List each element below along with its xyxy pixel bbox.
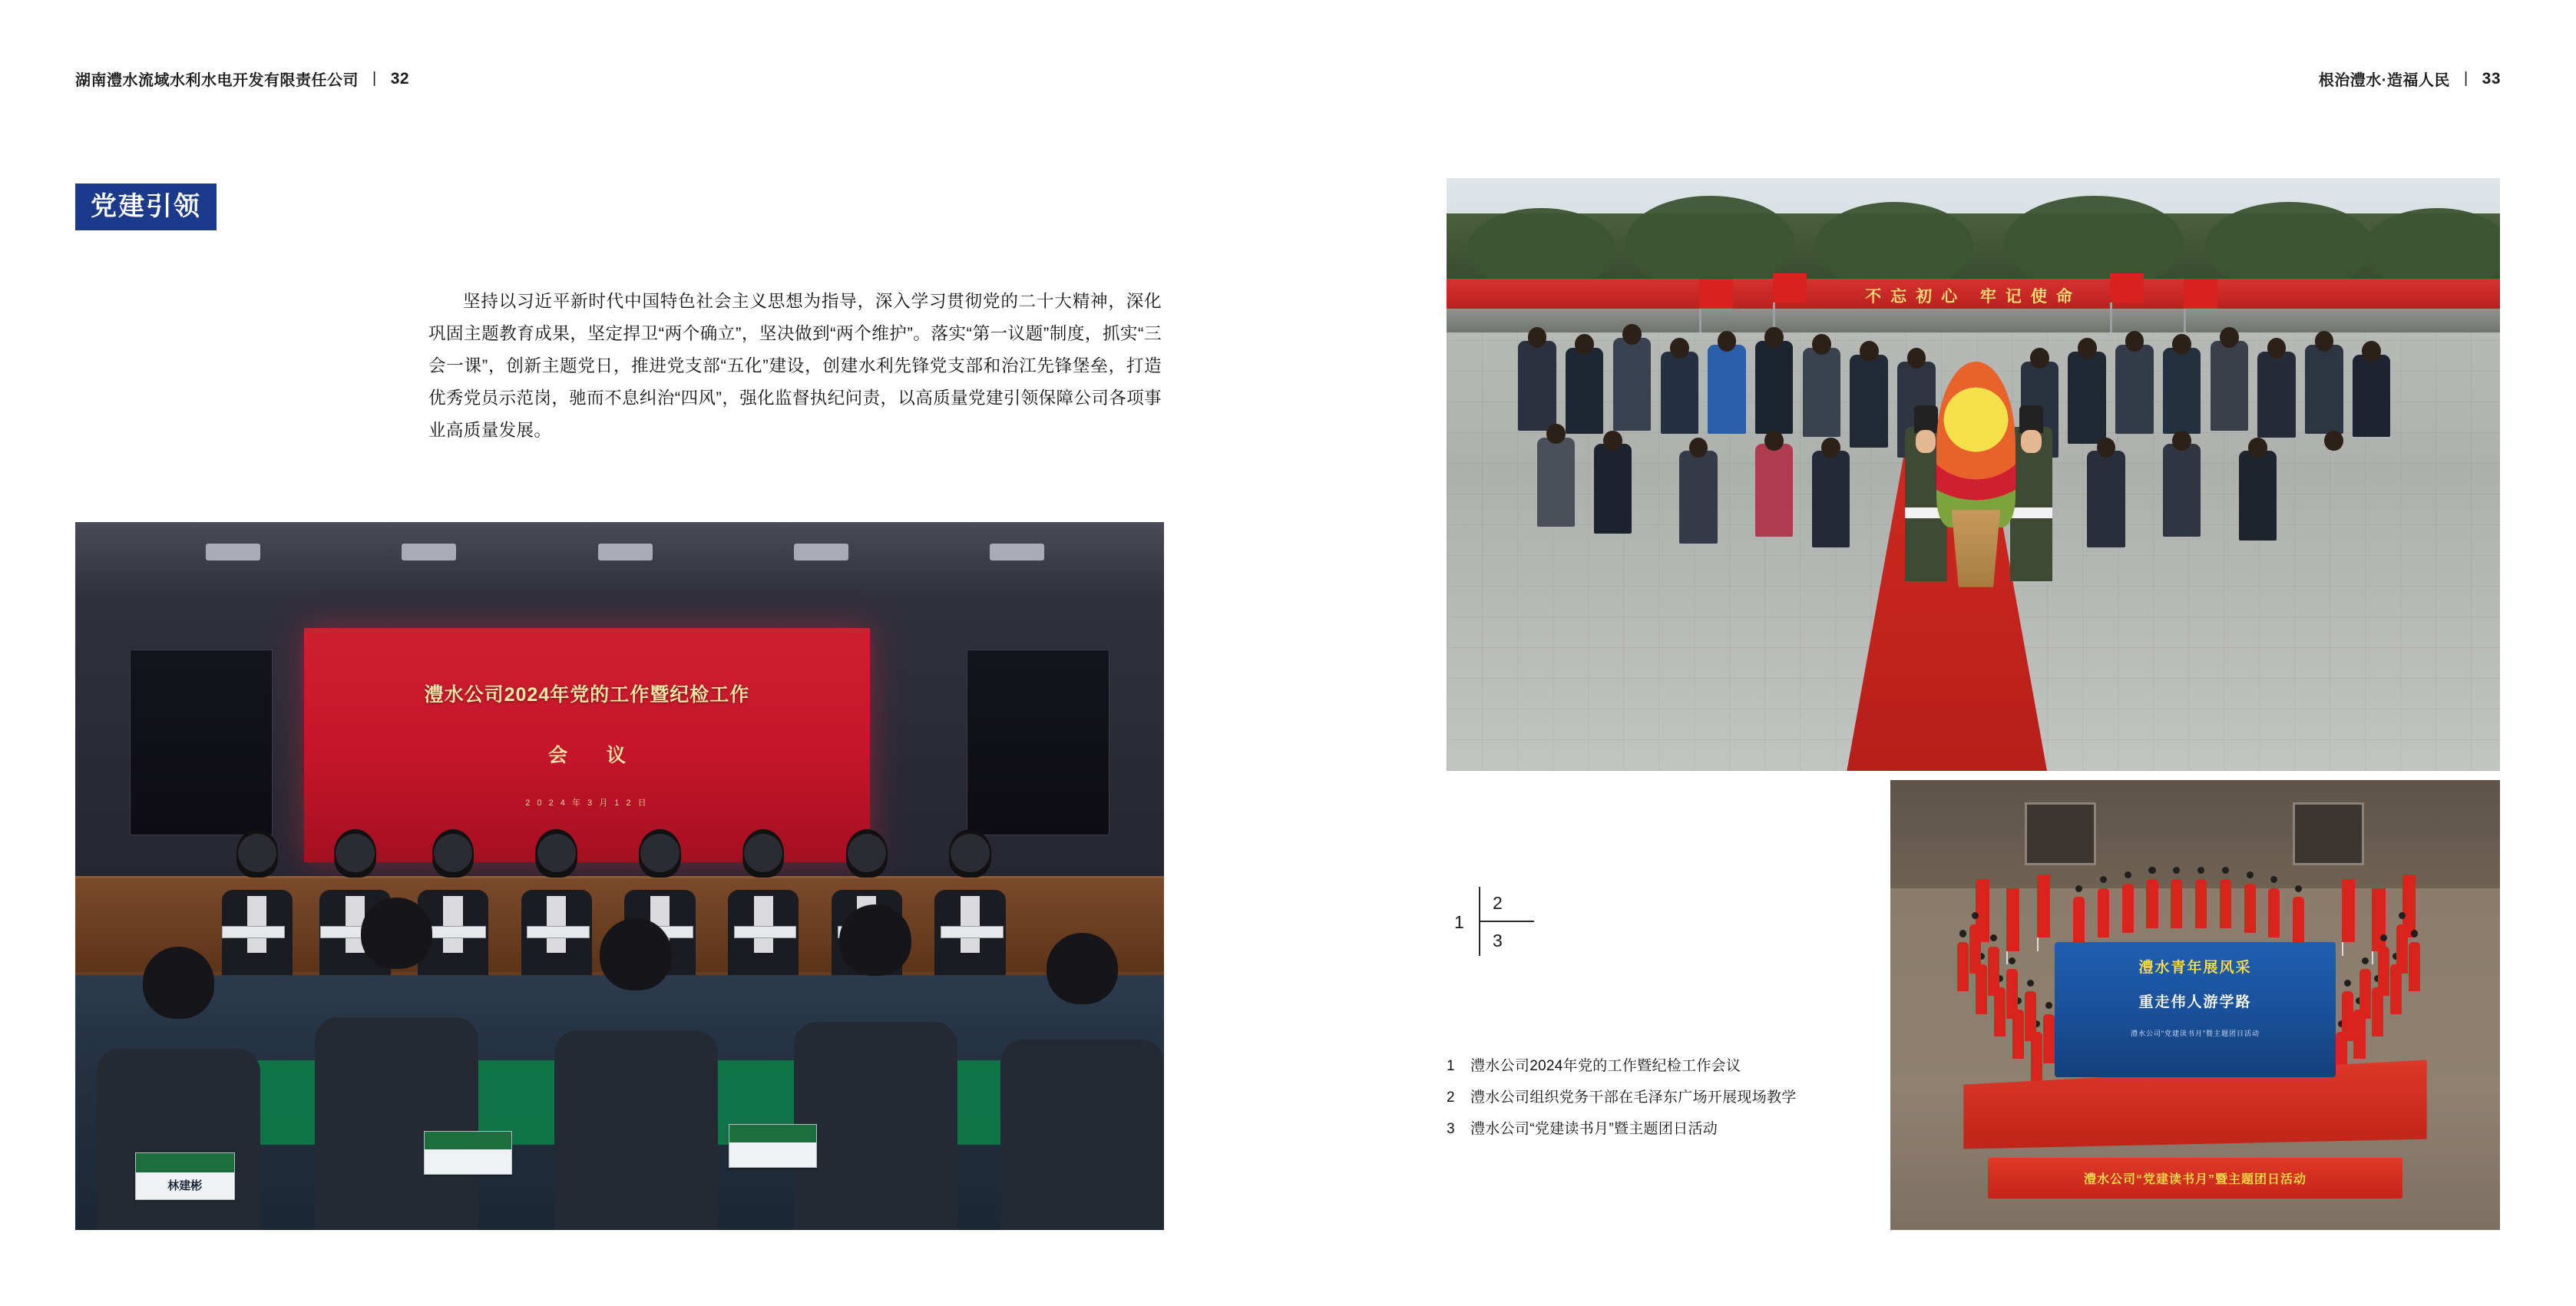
board-line3: 澧水公司“党建读书月”暨主题团日活动: [2130, 1030, 2260, 1038]
page-number-right: 33: [2482, 69, 2501, 88]
screen-date: 2 0 2 4 年 3 月 1 2 日: [525, 798, 649, 808]
running-header-left: [75, 68, 409, 90]
flower-basket-blooms: [1936, 362, 2015, 527]
caption-text: 澧水公司组织党务干部在毛泽东广场开展现场教学: [1470, 1089, 1797, 1106]
key-number-3: 3: [1493, 931, 1503, 951]
square-banner: [1447, 279, 2500, 311]
formation-banner-text: 澧水公司“党建读书月”暨主题团日活动: [2083, 1173, 2306, 1187]
meeting-screen: [304, 628, 870, 861]
caption-row: [1447, 1054, 2030, 1075]
nameplate-card-3: [729, 1124, 817, 1168]
caption-number: 3: [1447, 1121, 1455, 1137]
photo-conference-meeting: [75, 522, 1164, 1230]
page-number-left: 32: [390, 69, 410, 88]
photo-mao-square-ceremony: [1447, 178, 2500, 771]
key-number-1: 1: [1454, 912, 1464, 932]
caption-row: [1447, 1086, 2030, 1106]
header-slogan: 根治澧水·造福人民: [2318, 72, 2450, 89]
caption-number: 2: [1447, 1089, 1455, 1106]
board-line1: 澧水青年展风采: [2138, 959, 2252, 976]
nameplate-text-1: 林建彬: [167, 1179, 203, 1192]
screen-title-line2: 会 议: [547, 745, 643, 767]
board-line2: 重走伟人游学路: [2138, 994, 2252, 1011]
header-separator-right: |: [2463, 70, 2469, 87]
section-body-text: 坚持以习近平新时代中国特色社会主义思想为指导，深入学习贯彻党的二十大精神，深化巩固主题教育成果，坚定捍卫“两个确立”，坚决做到“两个维护”。落实“第一议题”制度，抓实“三会一课”，创新主题党日，推进党支部“五化”建设，创建水利先锋党支部和治江先锋堡垒，打造优秀党员示范岗，驰而不息纠治“四风”，强化监督执纪问责，以高质量党建引领保障公司各项事业高质量发展。: [428, 292, 1162, 440]
photo-layout-key: [1447, 887, 1546, 956]
caption-text: 澧水公司2024年党的工作暨纪检工作会议: [1470, 1058, 1741, 1074]
square-banner-text: 不忘初心 牢记使命: [1865, 288, 2082, 306]
photo-youth-formation: [1890, 780, 2500, 1230]
nameplate-card-1: [135, 1152, 235, 1200]
screen-title-line1: 澧水公司2024年党的工作暨纪检工作: [424, 684, 750, 706]
caption-list: [1447, 1054, 2030, 1149]
header-company-name: 湖南澧水流域水利水电开发有限责任公司: [75, 72, 359, 89]
honor-guard-right: [2010, 427, 2052, 581]
formation-display-board: [2055, 942, 2335, 1077]
caption-row: [1447, 1117, 2030, 1138]
key-horizontal-rule: [1479, 921, 1534, 922]
key-number-2: 2: [1493, 893, 1503, 913]
section-title: 党建引领: [75, 184, 217, 230]
formation-banner: [1988, 1158, 2402, 1199]
caption-text: 澧水公司“党建读书月”暨主题团日活动: [1470, 1121, 1718, 1137]
header-separator: |: [372, 70, 377, 87]
caption-number: 1: [1447, 1058, 1455, 1074]
nameplate-card-2: [424, 1131, 512, 1175]
running-header-right: [2319, 68, 2501, 90]
